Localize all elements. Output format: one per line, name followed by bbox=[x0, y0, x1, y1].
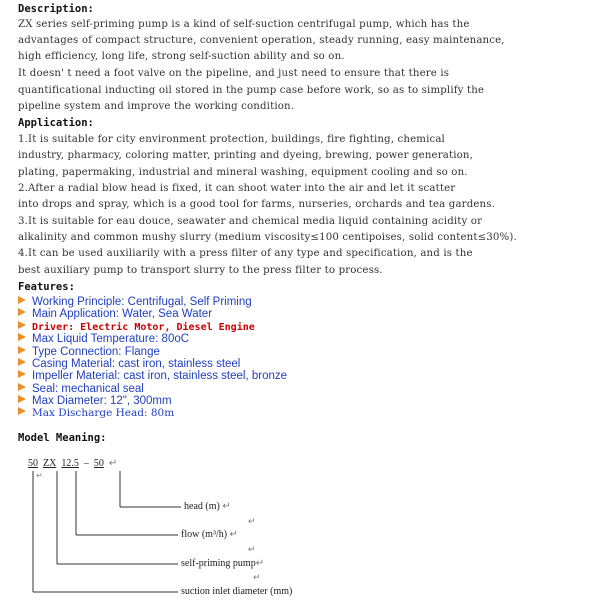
triangle-bullet-icon bbox=[18, 383, 26, 391]
return-mark: ↵ bbox=[248, 516, 256, 526]
description-heading: Description: bbox=[18, 3, 94, 15]
code-flow: 12.5 bbox=[61, 458, 79, 469]
application-heading: Application: bbox=[18, 117, 94, 129]
label-head: head (m) ↵ bbox=[184, 501, 231, 512]
code-series: ZX bbox=[43, 458, 57, 469]
triangle-bullet-icon bbox=[18, 407, 26, 415]
application-line: 4.It can be used auxiliarily with a press filter of any type and specification, and is the bbox=[18, 248, 473, 259]
model-meaning-heading: Model Meaning: bbox=[18, 432, 107, 444]
triangle-bullet-icon bbox=[18, 296, 26, 304]
triangle-bullet-icon bbox=[18, 308, 26, 316]
feature-text: Max Discharge Head: 80m bbox=[32, 407, 175, 419]
label-self-priming: self-priming pump↵ bbox=[181, 558, 265, 569]
return-mark: ↵ bbox=[108, 458, 118, 469]
description-line: quantificational inducting oil stored in the pump case before work, so as to simplify the bbox=[18, 85, 485, 96]
description-line: high efficiency, long life, strong self-suction ability and so on. bbox=[18, 51, 345, 62]
feature-text: Driver: Electric Motor, Diesel Engine bbox=[32, 322, 255, 333]
code-suction-diameter: 50 bbox=[28, 458, 38, 469]
svg-text:↵: ↵ bbox=[36, 471, 43, 480]
feature-text: Type Connection: Flange bbox=[32, 346, 160, 358]
triangle-bullet-icon bbox=[18, 370, 26, 378]
application-line: best auxiliary pump to transport slurry to the press filter to process. bbox=[18, 265, 383, 276]
triangle-bullet-icon bbox=[18, 358, 26, 366]
feature-text: Max Liquid Temperature: 80oC bbox=[32, 333, 190, 345]
triangle-bullet-icon bbox=[18, 321, 26, 329]
code-separator: – bbox=[83, 458, 89, 469]
application-line: into drops and spray, which is a good tool for farms, nurseries, orchards and tea gardens. bbox=[18, 199, 496, 210]
triangle-bullet-icon bbox=[18, 346, 26, 354]
application-line: plating, papermaking, industrial and mineral washing, equipment cooling and so on. bbox=[18, 167, 468, 178]
feature-text: Max Diameter: 12", 300mm bbox=[32, 395, 172, 407]
feature-text: Working Principle: Centrifugal, Self Priming bbox=[32, 296, 252, 308]
model-code bbox=[28, 458, 117, 469]
code-head: 50 bbox=[93, 458, 104, 469]
application-line: 1.It is suitable for city environment protection, buildings, fire fighting, chemical bbox=[18, 134, 445, 145]
description-line: It doesn' t need a foot valve on the pipeline, and just need to ensure that there is bbox=[18, 68, 450, 79]
feature-text: Impeller Material: cast iron, stainless steel, bronze bbox=[32, 370, 288, 382]
feature-text: Main Application: Water, Sea Water bbox=[32, 308, 213, 320]
description-line: ZX series self-priming pump is a kind of self-suction centrifugal pump, which has the bbox=[18, 19, 470, 30]
label-flow: flow (m³/h) ↵ bbox=[181, 529, 238, 540]
triangle-bullet-icon bbox=[18, 395, 26, 403]
application-line: 3.It is suitable for eau douce, seawater and chemical media liquid containing acidity or bbox=[18, 216, 483, 227]
feature-text: Seal: mechanical seal bbox=[32, 383, 144, 395]
return-mark: ↵ bbox=[253, 572, 261, 582]
feature-item bbox=[18, 406, 174, 419]
feature-item bbox=[18, 369, 287, 382]
feature-text: Casing Material: cast iron, stainless steel bbox=[32, 358, 241, 370]
feature-item bbox=[18, 332, 189, 345]
application-line: 2.After a radial blow head is fixed, it can shoot water into the air and let it scatter bbox=[18, 183, 456, 194]
description-line: advantages of compact structure, convenient operation, steady running, easy maintenance, bbox=[18, 35, 505, 46]
application-line: industry, pharmacy, coloring matter, printing and dyeing, brewing, power generation, bbox=[18, 150, 474, 161]
application-line: alkalinity and common mushy slurry (medium viscosity≤100 centipoises, solid content≤30%). bbox=[18, 232, 517, 243]
return-mark: ↵ bbox=[248, 544, 256, 554]
label-suction-diameter: suction inlet diameter (mm) bbox=[181, 586, 293, 597]
description-line: pipeline system and improve the working condition. bbox=[18, 101, 295, 112]
features-heading: Features: bbox=[18, 281, 75, 293]
feature-item bbox=[18, 307, 212, 320]
triangle-bullet-icon bbox=[18, 333, 26, 341]
